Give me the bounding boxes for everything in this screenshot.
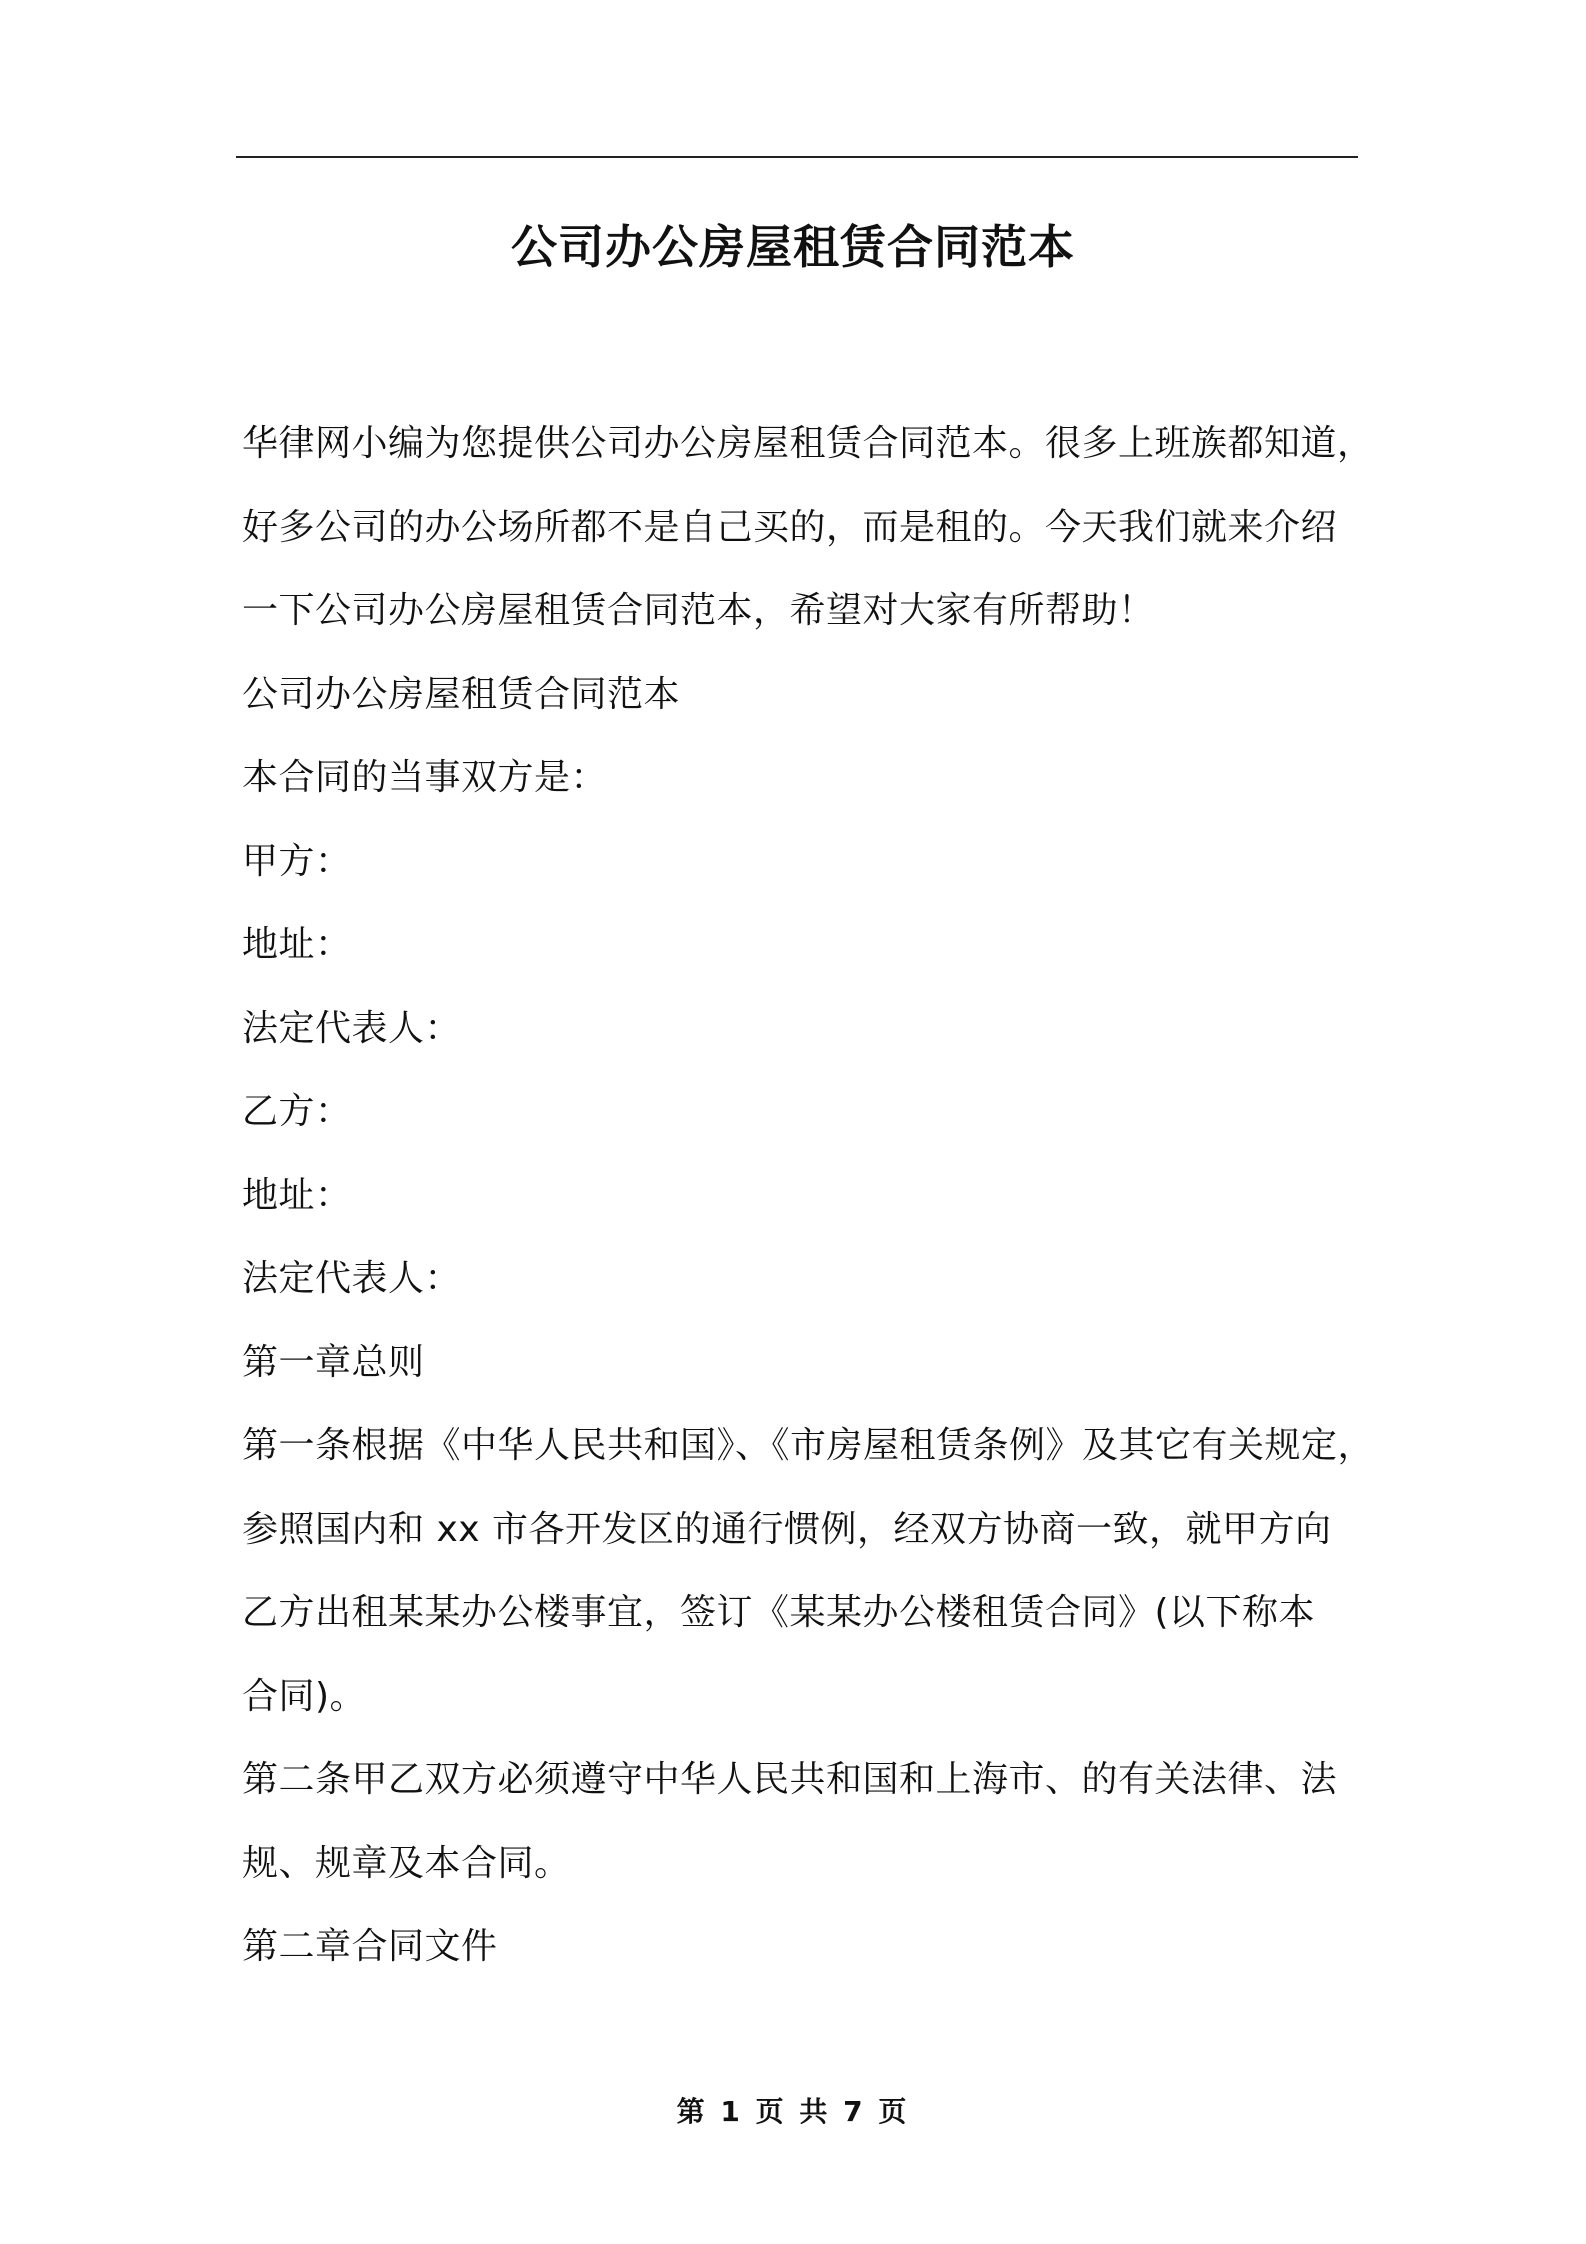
header-rule — [236, 156, 1358, 158]
page-footer: 第 1 页 共 7 页 — [676, 2095, 910, 2128]
party-a-label: 甲方： — [242, 840, 352, 882]
party-a-representative-label: 法定代表人： — [242, 1007, 462, 1049]
party-a-address-label: 地址： — [242, 924, 352, 965]
body-line: 乙方出租某某办公楼事宜，签订《某某办公楼租赁合同》(以下称本 — [242, 1592, 1316, 1633]
body-line: 第二条甲乙双方必须遵守中华人民共和国和上海市、的有关法律、法 — [242, 1759, 1338, 1800]
section-heading: 公司办公房屋租赁合同范本 — [242, 673, 681, 715]
body-line: 华律网小编为您提供公司办公房屋租赁合同范本。很多上班族都知道， — [242, 423, 1374, 464]
body-line: 参照国内和 xx 市各开发区的通行惯例，经双方协商一致，就甲方向 — [242, 1508, 1332, 1550]
body-line: 本合同的当事双方是： — [242, 757, 608, 798]
chapter-heading: 第一章总则 — [242, 1341, 425, 1383]
party-b-address-label: 地址： — [242, 1174, 352, 1216]
party-b-representative-label: 法定代表人： — [242, 1258, 462, 1299]
body-line: 第一条根据《中华人民共和国》、《市房屋租赁条例》及其它有关规定， — [242, 1425, 1375, 1466]
party-b-label: 乙方： — [242, 1091, 352, 1132]
body-line: 好多公司的办公场所都不是自己买的，而是租的。今天我们就来介绍 — [242, 506, 1338, 548]
body-line: 规、规章及本合同。 — [242, 1842, 571, 1884]
body-line: 合同)。 — [242, 1675, 367, 1717]
document-body — [242, 402, 1375, 1989]
chapter-heading: 第二章合同文件 — [242, 1926, 498, 1967]
document-title: 公司办公房屋租赁合同范本 — [511, 220, 1075, 274]
body-line: 一下公司办公房屋租赁合同范本，希望对大家有所帮助！ — [242, 590, 1155, 631]
